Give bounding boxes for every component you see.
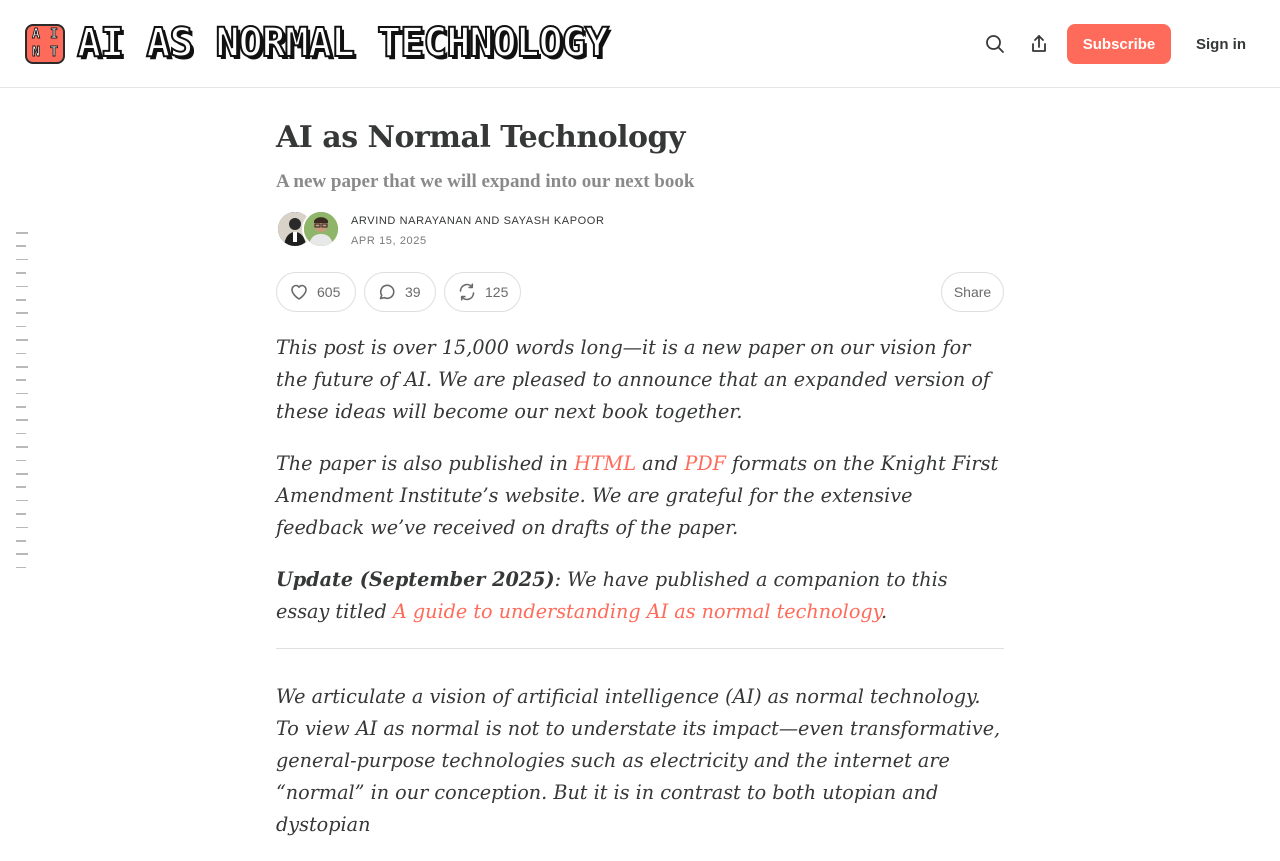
restack-icon (457, 282, 477, 302)
post-body (276, 332, 1004, 841)
toc-section-marker[interactable] (16, 553, 28, 555)
byline (276, 210, 1004, 250)
toc-section-marker[interactable] (16, 419, 28, 421)
toc-section-marker[interactable] (16, 500, 28, 502)
comment-button[interactable] (364, 272, 436, 312)
share-label: Share (953, 284, 992, 300)
pdf-link[interactable]: PDF (684, 452, 726, 475)
post-date: APR 15, 2025 (351, 235, 427, 247)
intro-paragraph: This post is over 15,000 words long—it is a new paper on our vision for the future of AI. We are pleased to announce that an expanded version of these ideas will become our next book together. (276, 336, 991, 423)
toc-section-marker[interactable] (16, 513, 26, 515)
toc-section-marker[interactable] (16, 527, 28, 529)
update-paragraph (276, 564, 1004, 628)
companion-essay-link[interactable]: A guide to understanding AI as normal technology (392, 600, 881, 623)
emphasis: normal technology (795, 685, 975, 708)
post-actions (276, 272, 1004, 312)
text-span: We articulate a vision of artificial intelligence (AI) as (276, 685, 796, 708)
share-upload-icon[interactable] (1027, 32, 1051, 56)
toc-section-marker[interactable] (16, 366, 28, 368)
text-span: : We have published a companion to this essay titled (276, 568, 948, 623)
restack-count: 125 (485, 284, 509, 300)
text-span: The paper is also published in (276, 452, 575, 475)
text-span: . To view AI as normal is not to understate its impact—even transformative, general-purpose technologies such as electricity and the internet are “normal” in our conception. But it is in contrast to both utopian and dystopian (276, 685, 1001, 836)
publication-title[interactable]: AI AS NORMAL TECHNOLOGY (77, 20, 608, 66)
comment-count: 39 (405, 284, 421, 300)
author-avatars[interactable] (276, 210, 340, 246)
text-span: formats on the Knight First Amendment Institute’s website. We are grateful for the extensive feedback we’ve received on drafts of the paper. (276, 452, 999, 539)
subscribe-button[interactable]: Subscribe (1067, 24, 1171, 64)
html-link[interactable]: HTML (574, 452, 637, 475)
avatar[interactable] (302, 210, 340, 248)
body-paragraph (276, 681, 1004, 841)
toc-section-marker[interactable] (16, 460, 26, 462)
toc-section-marker[interactable] (16, 433, 26, 435)
toc-section-marker[interactable] (16, 379, 26, 381)
search-icon[interactable] (983, 32, 1007, 56)
top-bar (0, 0, 1280, 88)
heart-icon (289, 282, 309, 302)
post-title: AI as Normal Technology (276, 120, 685, 155)
toc-section-marker[interactable] (16, 540, 26, 542)
toc-section-marker[interactable] (16, 567, 26, 569)
text-span: . (880, 600, 888, 623)
toc-section-marker[interactable] (16, 326, 26, 328)
like-button[interactable] (276, 272, 356, 312)
sign-in-button[interactable]: Sign in (1186, 24, 1256, 64)
share-button[interactable] (941, 272, 1004, 312)
toc-section-marker[interactable] (16, 259, 28, 261)
intro-paragraph (276, 448, 1004, 544)
toc-section-marker[interactable] (16, 339, 28, 341)
post-subtitle: A new paper that we will expand into our next book (276, 171, 695, 192)
restack-button[interactable] (444, 272, 521, 312)
text-span: and (636, 452, 685, 475)
toc-section-marker[interactable] (16, 286, 28, 288)
publication-logo[interactable] (25, 24, 65, 64)
logo-letter: N (32, 45, 40, 60)
toc-section-marker[interactable] (16, 232, 28, 234)
toc-section-marker[interactable] (16, 353, 26, 355)
like-count: 605 (317, 284, 341, 300)
toc-section-marker[interactable] (16, 299, 26, 301)
section-divider (276, 648, 1004, 649)
toc-section-marker[interactable] (16, 473, 28, 475)
toc-section-marker[interactable] (16, 486, 26, 488)
toc-section-marker[interactable] (16, 272, 26, 274)
logo-letter: A (32, 27, 40, 42)
author-names[interactable]: ARVIND NARAYANAN AND SAYASH KAPOOR (351, 215, 605, 227)
toc-section-marker[interactable] (16, 446, 28, 448)
toc-section-marker[interactable] (16, 393, 28, 395)
logo-letter: I (50, 27, 58, 42)
update-label: Update (September 2025) (276, 568, 555, 591)
table-of-contents[interactable] (16, 232, 30, 580)
toc-section-marker[interactable] (16, 245, 26, 247)
toc-section-marker[interactable] (16, 406, 26, 408)
toc-section-marker[interactable] (16, 312, 28, 314)
article (276, 118, 1004, 861)
comment-icon (377, 282, 397, 302)
logo-letter: T (50, 45, 58, 60)
